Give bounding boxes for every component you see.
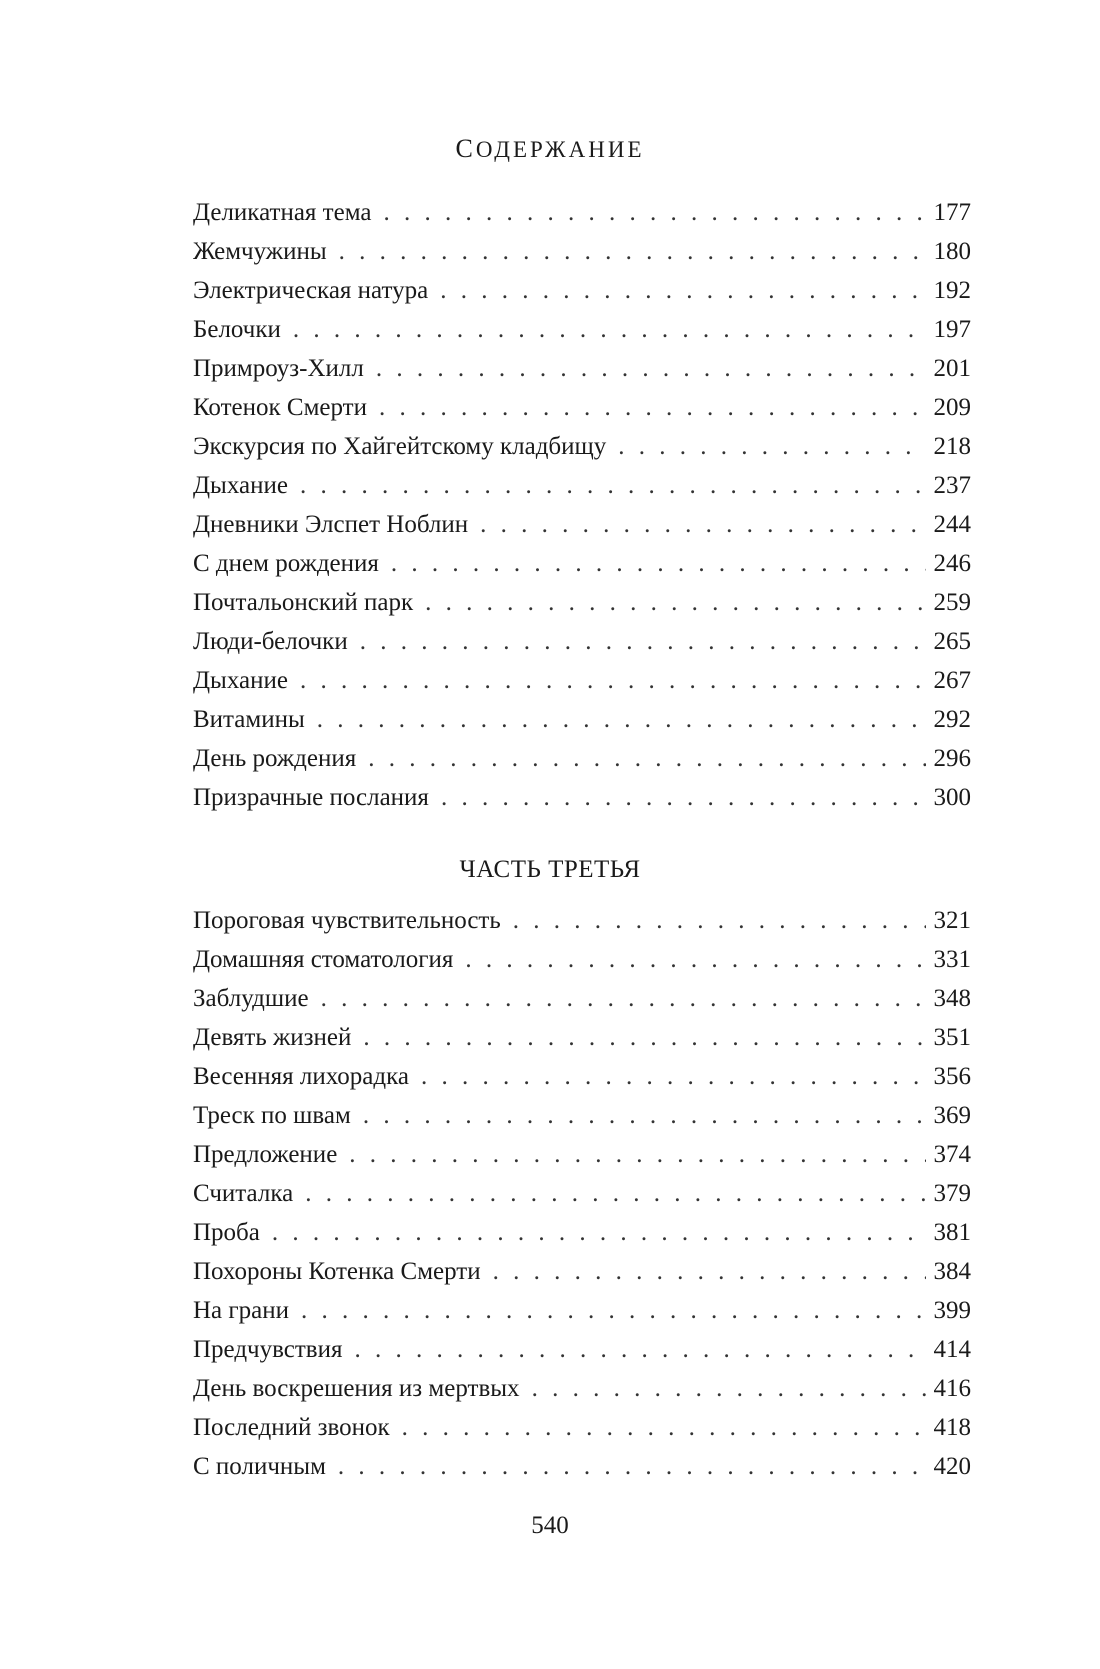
toc-entry-title: Проба [193, 1219, 260, 1246]
toc-entry[interactable] [193, 1369, 971, 1408]
toc-entry-title: На грани [193, 1297, 290, 1324]
dot-leader [465, 940, 925, 979]
toc-entry-page: 237 [933, 472, 971, 499]
dot-leader [480, 505, 925, 544]
toc-entry[interactable] [193, 778, 971, 817]
part-title: ЧАСТЬ ТРЕТЬЯ [459, 856, 641, 883]
toc-entry-title: Треск по швам [193, 1102, 351, 1129]
toc-entry-page: 265 [933, 628, 971, 655]
toc-entry-title: Пороговая чувствительность [193, 907, 501, 934]
toc-entry-page: 381 [933, 1219, 971, 1246]
toc-entry-page: 300 [933, 784, 971, 811]
toc-entry[interactable] [193, 1018, 971, 1057]
dot-leader [293, 310, 926, 349]
toc-entry[interactable] [193, 466, 971, 505]
dot-leader [300, 661, 926, 700]
toc-entry-page: 331 [933, 946, 971, 973]
toc-entry[interactable] [193, 1408, 971, 1447]
toc-entry-title: Витамины [193, 706, 305, 733]
toc-section-first [193, 193, 971, 817]
dot-leader [363, 1018, 925, 1057]
toc-entry-title: День рождения [193, 745, 357, 772]
toc-entry[interactable] [193, 622, 971, 661]
toc-entry[interactable] [193, 1096, 971, 1135]
toc-entry[interactable] [193, 979, 971, 1018]
toc-entry[interactable] [193, 505, 971, 544]
toc-entry-title: День воскрешения из мертвых [193, 1375, 520, 1402]
toc-entry-page: 351 [933, 1024, 971, 1051]
toc-entry[interactable] [193, 1447, 971, 1486]
toc-entry[interactable] [193, 1291, 971, 1330]
dot-leader [272, 1213, 926, 1252]
toc-entry-page: 384 [933, 1258, 971, 1285]
dot-leader [440, 271, 925, 310]
toc-entry-title: Экскурсия по Хайгейтскому кладбищу [193, 433, 607, 460]
toc-entry[interactable] [193, 349, 971, 388]
toc-entry-title: Люди-белочки [193, 628, 348, 655]
toc-entry[interactable] [193, 940, 971, 979]
toc-entry-page: 379 [933, 1180, 971, 1207]
toc-entry-page: 209 [933, 394, 971, 421]
dot-leader [300, 466, 926, 505]
toc-entry[interactable] [193, 193, 971, 232]
dot-leader [379, 388, 926, 427]
toc-entry-page: 348 [933, 985, 971, 1012]
toc-entry[interactable] [193, 1330, 971, 1369]
toc-entry-title: С днем рождения [193, 550, 379, 577]
toc-entry-title: Заблудшие [193, 985, 309, 1012]
toc-entry-page: 369 [933, 1102, 971, 1129]
toc-entry-page: 180 [933, 238, 971, 265]
toc-entry-page: 418 [933, 1414, 971, 1441]
running-header-rest: ОДЕРЖАНИЕ [475, 137, 645, 162]
dot-leader [349, 1135, 925, 1174]
dot-leader [441, 778, 926, 817]
toc-entry-page: 321 [933, 907, 971, 934]
dot-leader [368, 739, 925, 778]
toc-entry-page: 292 [933, 706, 971, 733]
toc-entry-page: 267 [933, 667, 971, 694]
running-header-initial: С [455, 134, 476, 163]
toc-entry-title: Считалка [193, 1180, 294, 1207]
dot-leader [391, 544, 926, 583]
toc-entry[interactable] [193, 739, 971, 778]
toc-entry-title: Весенняя лихорадка [193, 1063, 409, 1090]
toc-entry-title: Последний звонок [193, 1414, 390, 1441]
toc-section-second [193, 901, 971, 1486]
toc-entry-title: Котенок Смерти [193, 394, 367, 421]
toc-entry-title: Призрачные послания [193, 784, 429, 811]
toc-entry-page: 218 [933, 433, 971, 460]
toc-entry-page: 244 [933, 511, 971, 538]
toc-entry[interactable] [193, 1252, 971, 1291]
toc-entry-title: Дыхание [193, 472, 288, 499]
dot-leader [321, 979, 926, 1018]
dot-leader [317, 700, 926, 739]
dot-leader [383, 193, 925, 232]
toc-entry[interactable] [193, 1213, 971, 1252]
toc-entry-page: 259 [933, 589, 971, 616]
toc-entry[interactable] [193, 1135, 971, 1174]
toc-entry[interactable] [193, 1174, 971, 1213]
toc-entry-page: 416 [933, 1375, 971, 1402]
toc-entry-title: С поличным [193, 1453, 326, 1480]
toc-entry-page: 399 [933, 1297, 971, 1324]
dot-leader [338, 1447, 926, 1486]
dot-leader [339, 232, 926, 271]
toc-entry-title: Девять жизней [193, 1024, 352, 1051]
toc-entry-page: 177 [933, 199, 971, 226]
dot-leader [493, 1252, 926, 1291]
dot-leader [360, 622, 926, 661]
toc-entry-title: Похороны Котенка Смерти [193, 1258, 481, 1285]
toc-entry-page: 192 [933, 277, 971, 304]
dot-leader [363, 1096, 926, 1135]
dot-leader [618, 427, 925, 466]
page-number: 540 [531, 1512, 569, 1539]
dot-leader [532, 1369, 926, 1408]
toc-entry-title: Примроуз-Хилл [193, 355, 364, 382]
toc-entry[interactable] [193, 901, 971, 940]
toc-entry[interactable] [193, 544, 971, 583]
running-header [0, 134, 1100, 164]
dot-leader [513, 901, 926, 940]
toc-entry-page: 201 [933, 355, 971, 382]
dot-leader [402, 1408, 926, 1447]
toc-entry-page: 420 [933, 1453, 971, 1480]
toc-entry-page: 374 [933, 1141, 971, 1168]
toc-entry-title: Предчувствия [193, 1336, 343, 1363]
dot-leader [421, 1057, 926, 1096]
dot-leader [305, 1174, 925, 1213]
toc-entry[interactable] [193, 661, 971, 700]
dot-leader [354, 1330, 925, 1369]
toc-entry[interactable] [193, 232, 971, 271]
toc-entry-page: 296 [933, 745, 971, 772]
toc-entry-title: Деликатная тема [193, 199, 372, 226]
dot-leader [376, 349, 926, 388]
toc-entry[interactable] [193, 388, 971, 427]
dot-leader [425, 583, 925, 622]
toc-entry[interactable] [193, 700, 971, 739]
toc-entry-title: Дыхание [193, 667, 288, 694]
toc-entry-title: Белочки [193, 316, 281, 343]
toc-entry[interactable] [193, 271, 971, 310]
toc-entry-title: Предложение [193, 1141, 338, 1168]
toc-entry-title: Дневники Элспет Ноблин [193, 511, 469, 538]
toc-entry-title: Почтальонский парк [193, 589, 414, 616]
toc-entry[interactable] [193, 427, 971, 466]
toc-entry-page: 414 [933, 1336, 971, 1363]
toc-entry-page: 356 [933, 1063, 971, 1090]
toc-entry-title: Электрическая натура [193, 277, 429, 304]
toc-entry-page: 197 [933, 316, 971, 343]
dot-leader [301, 1291, 925, 1330]
toc-entry-title: Жемчужины [193, 238, 327, 265]
toc-entry[interactable] [193, 1057, 971, 1096]
toc-entry[interactable] [193, 310, 971, 349]
toc-entry-title: Домашняя стоматология [193, 946, 454, 973]
toc-entry[interactable] [193, 583, 971, 622]
toc-entry-page: 246 [933, 550, 971, 577]
